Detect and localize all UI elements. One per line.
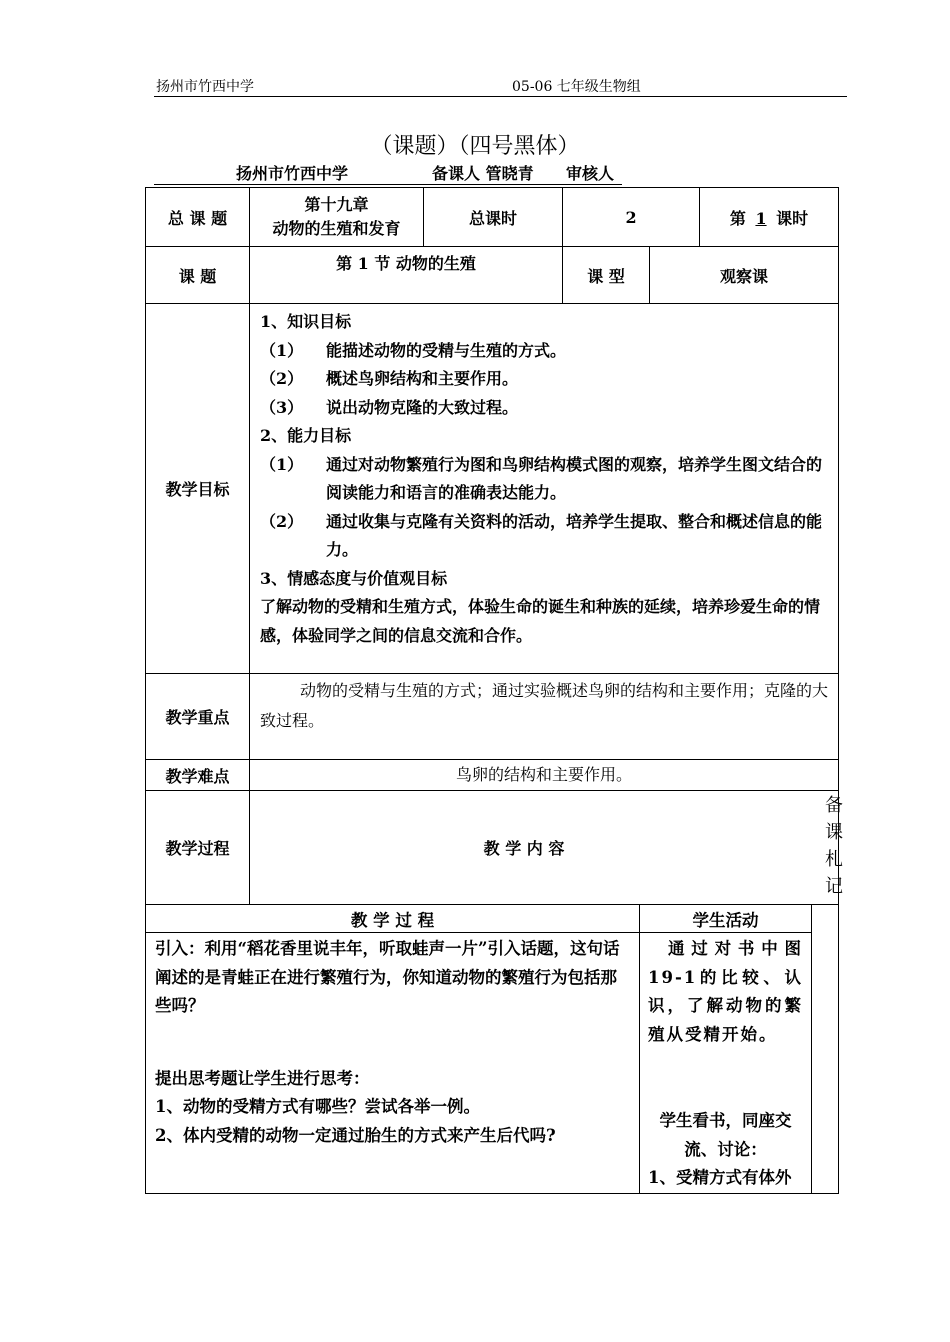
type-label: 课 型 [563, 247, 650, 304]
objectives-label: 教学目标 [146, 304, 250, 674]
header-right: 05-06 七年级生物组 [512, 79, 641, 95]
student-activity-1: 通过对书中图19-1的比较、认识，了解动物的繁殖从受精开始。 [648, 939, 803, 1044]
question-2: 2、体内受精的动物一定通过胎生的方式来产生后代吗? [155, 1125, 556, 1145]
lesson-number-cell [700, 188, 839, 247]
topic-value [250, 188, 424, 247]
process-label: 教学过程 [146, 791, 250, 905]
spacer [648, 1049, 803, 1107]
topic-label: 总 课 题 [146, 188, 250, 247]
subject-value: 第 1 节 动物的生殖 [250, 247, 563, 304]
process-content-label: 教 学 内 容 [250, 791, 839, 905]
emotion-item-1: 了解动物的受精和生殖方式，体验生命的诞生和种族的延续，培养珍爱生命的情感，体验同学之间的信息交流和合作。 [260, 597, 821, 645]
student-activity [640, 933, 812, 1194]
lesson-suffix: 课时 [776, 208, 809, 228]
process-content [146, 933, 640, 1194]
process-table [145, 904, 839, 1194]
lesson-prefix: 第 [729, 208, 746, 228]
subtitle-reviewer: 审核人 [566, 164, 615, 183]
student-col-header: 学生活动 [640, 905, 812, 933]
objectives-content [250, 304, 839, 674]
knowledge-title: 1、知识目标 [260, 312, 352, 331]
knowledge-item-3: （3） 说出动物克隆的大致过程。 [260, 397, 519, 417]
subtitle-school: 扬州市竹西中学 [236, 164, 349, 183]
subtitle-underline [154, 184, 622, 185]
notes-column [812, 905, 839, 1194]
subject-label: 课 题 [146, 247, 250, 304]
process-col-header: 教 学 过 程 [146, 905, 640, 933]
hours-value: 2 [563, 188, 700, 247]
question-title: 提出思考题让学生进行思考： [155, 1068, 370, 1088]
key-points-text: 动物的受精与生殖的方式；通过实验概述鸟卵的结构和主要作用；克隆的大致过程。 [250, 674, 839, 760]
notes-label: 备课札记 [825, 795, 843, 897]
lesson-number: 1 [755, 208, 767, 228]
ability-item-1: （1） 通过对动物繁殖行为图和鸟卵结构模式图的观察，培养学生图文结合的阅读能力和语言的准确表达能力。 [260, 454, 823, 502]
knowledge-item-1: （1） 能描述动物的受精与生殖的方式。 [260, 340, 567, 360]
difficult-points-label: 教学难点 [146, 760, 250, 791]
lesson-plan-table [145, 187, 839, 905]
type-value: 观察课 [650, 247, 839, 304]
question-1: 1、动物的受精方式有哪些？尝试各举一例。 [155, 1097, 480, 1116]
page-title: （课题）（四号黑体） [370, 134, 580, 159]
header-divider [154, 96, 847, 97]
intro-text: 引入：利用“稻花香里说丰年，听取蛙声一片”引入话题，这句话阐述的是青蛙正在进行繁殖行为，你知道动物的繁殖行为包括那些吗？ [155, 939, 620, 1015]
student-activity-2: 学生看书，同座交流、讨论： [659, 1111, 792, 1159]
student-activity-3: 1、受精方式有体外 [648, 1168, 792, 1187]
subtitle-preparer: 备课人 管晓青 [432, 164, 534, 183]
emotion-title: 3、情感态度与价值观目标 [260, 568, 448, 588]
ability-title: 2、能力目标 [260, 426, 352, 445]
topic-chapter: 第十九章 [304, 195, 369, 214]
topic-name: 动物的生殖和发育 [272, 219, 401, 238]
knowledge-item-2: （2） 概述鸟卵结构和主要作用。 [260, 369, 519, 388]
header-left: 扬州市竹西中学 [156, 79, 254, 95]
spacer [155, 1021, 630, 1065]
key-points-label: 教学重点 [146, 674, 250, 760]
hours-label: 总课时 [424, 188, 563, 247]
difficult-points-text: 鸟卵的结构和主要作用。 [250, 760, 839, 791]
ability-item-2: （2） 通过收集与克隆有关资料的活动，培养学生提取、整合和概述信息的能力。 [260, 511, 823, 559]
